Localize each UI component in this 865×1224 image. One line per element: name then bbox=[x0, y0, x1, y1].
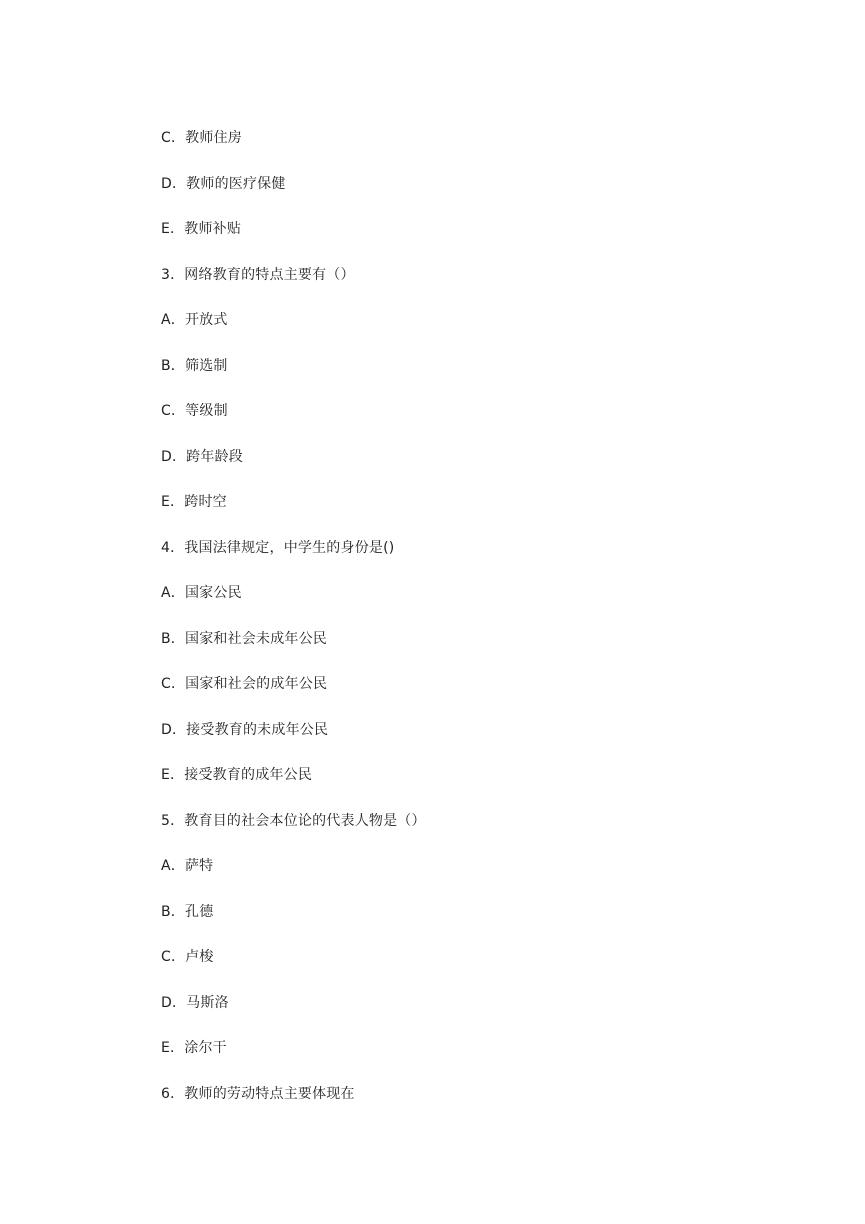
question-3-option-c: C．等级制 bbox=[161, 403, 228, 419]
question-5-option-a: A．萨特 bbox=[161, 858, 214, 874]
question-5: 5．教育目的社会本位论的代表人物是（） bbox=[161, 813, 426, 829]
question-4-option-a: A．国家公民 bbox=[161, 585, 242, 601]
question-3-option-e: E．跨时空 bbox=[161, 494, 227, 510]
question-4-option-b: B．国家和社会未成年公民 bbox=[161, 631, 328, 647]
question-4: 4．我国法律规定，中学生的身份是() bbox=[161, 540, 395, 556]
question-3-option-a: A．开放式 bbox=[161, 312, 228, 328]
question-4-option-d: D．接受教育的未成年公民 bbox=[161, 722, 329, 738]
option-e-teacher-subsidy: E．教师补贴 bbox=[161, 221, 242, 237]
question-4-option-e: E．接受教育的成年公民 bbox=[161, 767, 313, 783]
question-5-option-e: E．涂尔干 bbox=[161, 1040, 227, 1056]
question-3-option-d: D．跨年龄段 bbox=[161, 449, 243, 465]
option-c-teacher-housing: C．教师住房 bbox=[161, 130, 242, 146]
question-5-option-d: D．马斯洛 bbox=[161, 995, 229, 1011]
option-d-teacher-healthcare: D．教师的医疗保健 bbox=[161, 176, 286, 192]
question-3-option-b: B．筛选制 bbox=[161, 358, 228, 374]
question-6: 6．教师的劳动特点主要体现在 bbox=[161, 1086, 355, 1102]
question-4-option-c: C．国家和社会的成年公民 bbox=[161, 676, 328, 692]
question-3: 3．网络教育的特点主要有（） bbox=[161, 267, 355, 283]
question-5-option-c: C．卢梭 bbox=[161, 949, 214, 965]
question-5-option-b: B．孔德 bbox=[161, 904, 214, 920]
